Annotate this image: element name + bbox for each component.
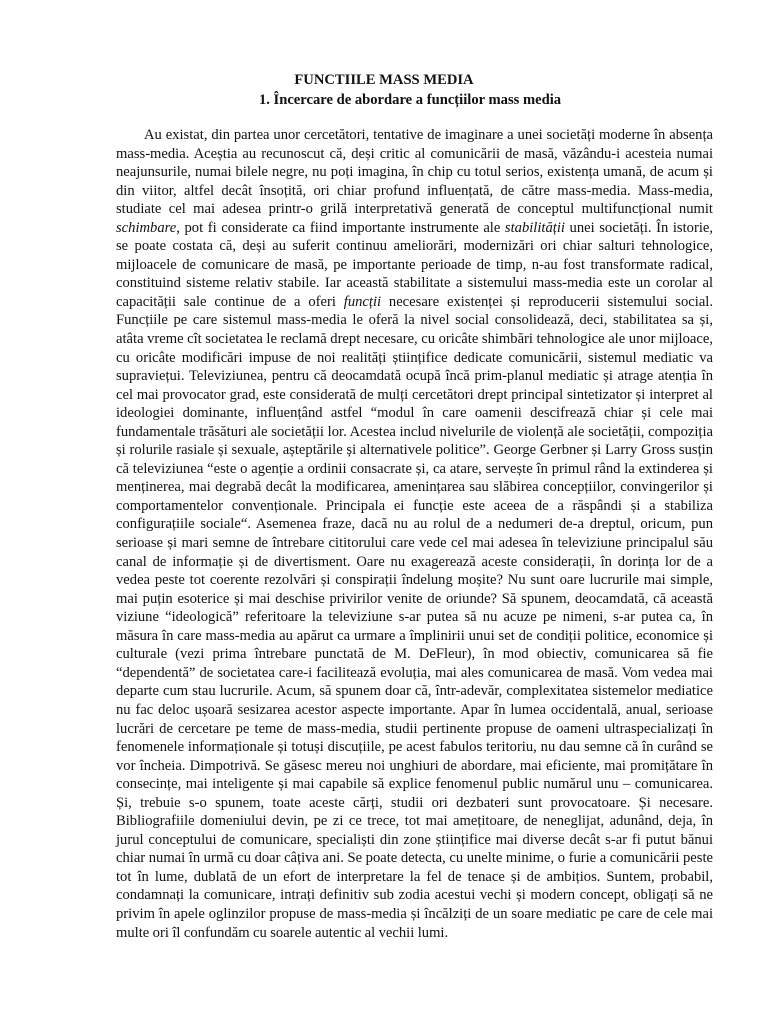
italic-term-stabilitatii: stabilității [504,219,565,236]
paragraph-text-2: , pot fi considerate ca fiind importante instrumente ale [176,219,505,236]
italic-term-functii: funcții [343,293,382,310]
paragraph-text-3: unei societăți. În istorie, se poate costata că, deși au suferit continuu ameliorări, modernizări ori chiar salturi tehnologice, mijloacele de comunicare de masă, pe importante perioade de timp, n-au fost transformate radical, constituind sisteme relativ stabile. Iar această stabilitate a sistemului mass-media este un corolar al capacității sale continue de a oferi [116,219,713,310]
body-paragraph [116,126,713,942]
paragraph-text-1: Au existat, din partea unor cercetători, tentative de imaginare a unei societăți moderne în absența mass-media. Aceștia au recunoscut că, deși critic al comunicării de masă, văzându-i acesteia numai neajunsurile, numai bilele negre, nu poți imagina, în chip cu totul serios, existența umană, de acum și din viitor, altfel decât însoțită, ori chiar profund influențată, de către mass-media. Mass-media, studiate cel mai adesea printr-o grilă interpretativă generată de conceptul multifuncțional numit [116,127,713,218]
paragraph-text-4: necesare existenței și reproducerii sistemului social. Funcțiile pe care sistemul mass-media le oferă la nivel social consolidează, deci, stabilitatea sa și, atâta vreme cît societatea le reclamă drept necesare, cu oricâte shimbări tehnologice ale unor mijloace, cu oricâte modificări impuse de noi realități științifice dedicate comunicării, sistemul mediatic va supraviețui. Televiziunea, pentru că deocamdată ocupă încă prim-planul mediatic și atrage atenția în cel mai provocator grad, este considerată de mulți cercetători drept principal sintetizator și interpret al ideologiei dominante, influențând astfel “modul în care oamenii descifrează chiar și cele mai fundamentale trăsături ale societății lor. Acestea includ nivelurile de violență ale societății, compoziția și rolurile rasiale și sexuale, așteptările și alternativele politice”. George Gerbner și Larry Gross susțin că televiziunea “este o agenție a ordinii consacrate și, ca atare, servește în primul rând la extinderea și menținerea, mai degrabă decât la modificarea, amenințarea sau slăbirea concepțiilor, convingerilor și comportamentelor convenționale. Principala ei funcție este aceea de a răspândi și a stabiliza configurațiile sociale“. Asemenea fraze, dacă nu au rolul de a nedumeri de-a dreptul, oricum, pun serioase și mari semne de întrebare cititorului care vede cel mai adesea în televiziune principalul său canal de informație și de divertisment. Oare nu exagerează aceste considerații, în dorința lor de a vedea peste tot coerente rezolvări și conspirații îndelung moșite? Nu sunt oare lucrurile mai simple, mai puțin esoterice și mai deschise privirilor venite de oriunde? Să spunem, deocamdată, că această viziune “ideologică” referitoare la televiziune s-ar putea să nu acuze pe nimeni, s-ar putea ca, în măsura în care mass-media au apărut ca urmare a împlinirii unui set de condiții politice, economice și culturale (vezi prima întrebare punctată de M. DeFleur), în mod obiectiv, comunicarea să fie “dependentă” de societatea care-i facilitează evoluția, mai ales comunicarea de masă. Vom vedea mai departe cum stau lucrurile. Acum, să spunem doar că, într-adevăr, complexitatea sistemelor mediatice nu fac deloc ușoară sesizarea acestor aspecte importante. Apar în lumea occidentală, anual, serioase lucrări de cercetare pe teme de mass-media, studii pertinente propuse de oameni ultraspecializați în fenomenele informaționale și totuși discuțiile, pe acest fabulos teritoriu, nu dau semne că în curând se vor încheia. Dimpotrivă. Se găsesc mereu noi unghiuri de abordare, mai eficiente, mai promițătare în consecințe, mai inteligente și mai capabile să explice fenomenul public numărul unu – comunicarea. Și, trebuie s-o spunem, toate aceste cărți, studii ori dezbateri sunt provocatoare. Și necesare. Bibliografiile domeniului devin, pe zi ce trece, tot mai amețitoare, de neneglijat, adunând, deja, în jurul conceptului de comunicare, specialiști din zone științifice mai diverse decât s-ar fi putut bănui chiar numai în urmă cu doar câțiva ani. Se poate detecta, cu unelte minime, o furie a comunicării peste tot în lume, dublată de un efort de interpretare la fel de tenace și de ambițios. Suntem, probabil, condamnați la comunicare, intrați definitiv sub zodia acestui vechi și modern concept, obligați să ne privim în apele oglinzilor propuse de mass-media și încălziți de un soare mediatic pe care de cele mai multe ori îl confundăm cu soarele autentic al vechii lumi. [116,293,713,941]
italic-term-schimbare: schimbare [116,219,177,236]
document-title: FUNCTIILE MASS MEDIA [294,72,474,88]
section-heading: 1. Încercare de abordare a funcțiilor mass media [258,92,562,108]
